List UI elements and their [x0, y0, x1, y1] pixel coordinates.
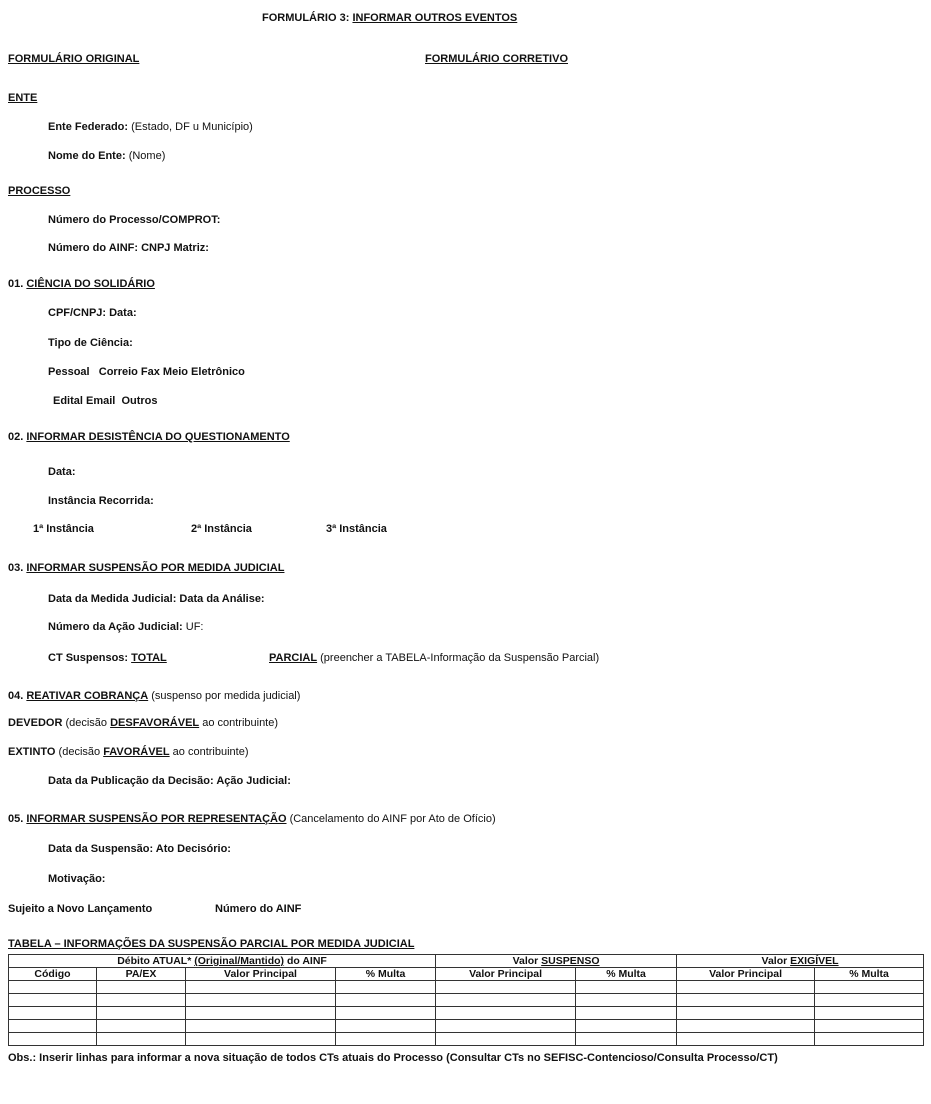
s03-parcial-option: PARCIAL — [269, 652, 318, 664]
s04-extinto-strong: FAVORÁVEL — [103, 746, 170, 758]
column-header: Valor Principal — [677, 968, 815, 981]
table-cell[interactable] — [815, 1033, 924, 1046]
table-cell[interactable] — [815, 1020, 924, 1033]
table-cell[interactable] — [576, 994, 677, 1007]
section-01-number: 01. — [8, 278, 27, 290]
form-title — [262, 12, 517, 24]
section-ente-heading: ENTE — [8, 92, 38, 104]
table-cell[interactable] — [677, 1020, 815, 1033]
section-processo-heading: PROCESSO — [8, 185, 71, 197]
processo-numero-label: Número do Processo/COMPROT: — [48, 214, 221, 226]
column-header: % Multa — [815, 968, 924, 981]
s04-devedor-post: ao contribuinte) — [199, 717, 279, 729]
section-02-number: 02. — [8, 431, 27, 443]
group-exigivel-underlined: EXIGÍVEL — [790, 955, 839, 967]
section-05-note: (Cancelamento do AINF por Ato de Ofício) — [286, 813, 496, 825]
table-cell[interactable] — [186, 981, 336, 994]
s03-uf-label: UF: — [185, 621, 204, 633]
s05-data-line: Data da Suspensão: Ato Decisório: — [48, 843, 231, 855]
section-02-title: INFORMAR DESISTÊNCIA DO QUESTIONAMENTO — [26, 431, 290, 443]
table-cell[interactable] — [9, 981, 97, 994]
s04-devedor-line — [8, 717, 278, 729]
ente-federado-label: Ente Federado: — [48, 121, 129, 133]
section-03-title: INFORMAR SUSPENSÃO POR MEDIDA JUDICIAL — [26, 562, 285, 574]
s02-instancia-1: 1ª Instância — [33, 523, 94, 535]
table-cell[interactable] — [336, 1033, 436, 1046]
table-cell[interactable] — [576, 1020, 677, 1033]
s03-parcial-note: (preencher a TABELA-Informação da Suspensão Parcial) — [317, 652, 600, 664]
s04-devedor-strong: DESFAVORÁVEL — [110, 717, 200, 729]
section-01-heading — [8, 278, 155, 290]
column-header: PA/EX — [97, 968, 186, 981]
s01-tipo-label: Tipo de Ciência: — [48, 337, 133, 349]
table-cell[interactable] — [186, 1033, 336, 1046]
section-04-heading — [8, 690, 300, 702]
table-cell[interactable] — [336, 1020, 436, 1033]
s04-devedor-pre: (decisão — [62, 717, 111, 729]
table-cell[interactable] — [677, 1033, 815, 1046]
section-04-note: (suspenso por medida judicial) — [148, 690, 301, 702]
table-cell[interactable] — [9, 1007, 97, 1020]
table-cell[interactable] — [336, 994, 436, 1007]
table-row — [9, 1007, 924, 1020]
s04-extinto-post: ao contribuinte) — [169, 746, 249, 758]
s02-instancia-label: Instância Recorrida: — [48, 495, 154, 507]
s02-instancia-3: 3ª Instância — [326, 523, 387, 535]
form-title-prefix: FORMULÁRIO 3: — [262, 12, 353, 24]
s03-ct-label: CT Suspensos: — [48, 652, 132, 664]
ente-nome-field — [48, 150, 165, 162]
obs-note: Obs.: Inserir linhas para informar a nova situação de todos CTs atuais do Processo (Consultar CTs no SEFISC-Contencioso/Consulta Processo/CT) — [8, 1052, 778, 1064]
s04-extinto-line — [8, 746, 249, 758]
form-title-main: INFORMAR OUTROS EVENTOS — [352, 12, 518, 24]
table-row — [9, 994, 924, 1007]
table-cell[interactable] — [677, 1007, 815, 1020]
s03-data-line: Data da Medida Judicial: Data da Análise: — [48, 593, 265, 605]
table-cell[interactable] — [576, 1007, 677, 1020]
table-group-header-row — [9, 955, 924, 968]
table-cell[interactable] — [436, 1033, 576, 1046]
table-row — [9, 1033, 924, 1046]
section-05-title: INFORMAR SUSPENSÃO POR REPRESENTAÇÃO — [26, 813, 287, 825]
table-cell[interactable] — [9, 994, 97, 1007]
table-cell[interactable] — [97, 1020, 186, 1033]
group-suspenso-underlined: SUSPENSO — [541, 955, 600, 967]
table-cell[interactable] — [336, 981, 436, 994]
table-cell[interactable] — [186, 1007, 336, 1020]
ente-federado-value: (Estado, DF u Município) — [131, 121, 253, 133]
table-cell[interactable] — [815, 981, 924, 994]
s03-ct-line — [48, 652, 167, 664]
column-header: Valor Principal — [186, 968, 336, 981]
ente-nome-label: Nome do Ente: — [48, 150, 126, 162]
table-cell[interactable] — [186, 1020, 336, 1033]
original-form-label: FORMULÁRIO ORIGINAL — [8, 53, 140, 65]
s03-acao-line — [48, 621, 203, 633]
table-cell[interactable] — [97, 994, 186, 1007]
table-row — [9, 1020, 924, 1033]
table-cell[interactable] — [186, 994, 336, 1007]
s03-parcial-line — [269, 652, 599, 664]
table-cell[interactable] — [97, 1033, 186, 1046]
group-debito-pre: Débito ATUAL* — [117, 955, 195, 967]
column-header: % Multa — [336, 968, 436, 981]
table-cell[interactable] — [815, 994, 924, 1007]
s01-options-line2: Edital Email Outros — [53, 395, 158, 407]
s01-options-line1: Pessoal Correio Fax Meio Eletrônico — [48, 366, 245, 378]
s01-cpf-line: CPF/CNPJ: Data: — [48, 307, 137, 319]
table-cell[interactable] — [677, 981, 815, 994]
ente-federado-field — [48, 121, 253, 133]
table-cell[interactable] — [97, 981, 186, 994]
table-cell[interactable] — [677, 994, 815, 1007]
table-cell[interactable] — [9, 1020, 97, 1033]
section-03-number: 03. — [8, 562, 27, 574]
s03-total-option: TOTAL — [131, 652, 167, 664]
suspension-table — [8, 954, 924, 1046]
s05-sujeito-label: Sujeito a Novo Lançamento — [8, 903, 153, 915]
table-cell[interactable] — [815, 1007, 924, 1020]
group-debito-post: do AINF — [284, 955, 327, 967]
section-02-heading — [8, 431, 290, 443]
table-group-suspenso — [436, 955, 677, 968]
group-suspenso-pre: Valor — [512, 955, 542, 967]
s04-extinto-label: EXTINTO — [8, 746, 56, 758]
group-debito-underlined: (Original/Mantido) — [194, 955, 285, 967]
table-row — [9, 981, 924, 994]
section-01-title: CIÊNCIA DO SOLIDÁRIO — [26, 278, 155, 290]
column-header: Código — [9, 968, 97, 981]
column-header: % Multa — [576, 968, 677, 981]
section-03-heading — [8, 562, 284, 574]
processo-ainf-line: Número do AINF: CNPJ Matriz: — [48, 242, 209, 254]
corrective-form-label: FORMULÁRIO CORRETIVO — [425, 53, 568, 65]
table-cell[interactable] — [97, 1007, 186, 1020]
table-cell[interactable] — [436, 1020, 576, 1033]
table-cell[interactable] — [9, 1033, 97, 1046]
table-column-header-row — [9, 968, 924, 981]
section-05-heading — [8, 813, 496, 825]
s04-devedor-label: DEVEDOR — [8, 717, 63, 729]
section-05-number: 05. — [8, 813, 27, 825]
s03-acao-label: Número da Ação Judicial: — [48, 621, 183, 633]
s04-extinto-pre: (decisão — [55, 746, 104, 758]
table-cell[interactable] — [576, 981, 677, 994]
section-04-number: 04. — [8, 690, 27, 702]
table-group-exigivel — [677, 955, 924, 968]
table-cell[interactable] — [436, 994, 576, 1007]
group-exigivel-pre: Valor — [761, 955, 791, 967]
ente-nome-value: (Nome) — [128, 150, 166, 162]
table-cell[interactable] — [576, 1033, 677, 1046]
column-header: Valor Principal — [436, 968, 576, 981]
s04-publicacao-line: Data da Publicação da Decisão: Ação Judicial: — [48, 775, 291, 787]
table-title: TABELA – INFORMAÇÕES DA SUSPENSÃO PARCIAL POR MEDIDA JUDICIAL — [8, 938, 415, 950]
table-cell[interactable] — [436, 1007, 576, 1020]
s05-motivacao-label: Motivação: — [48, 873, 106, 885]
table-cell[interactable] — [336, 1007, 436, 1020]
s02-data-label: Data: — [48, 466, 76, 478]
table-group-debito — [9, 955, 436, 968]
s02-instancia-2: 2ª Instância — [191, 523, 252, 535]
s05-numero-ainf-label: Número do AINF — [215, 903, 302, 915]
table-cell[interactable] — [436, 981, 576, 994]
section-04-title: REATIVAR COBRANÇA — [26, 690, 149, 702]
